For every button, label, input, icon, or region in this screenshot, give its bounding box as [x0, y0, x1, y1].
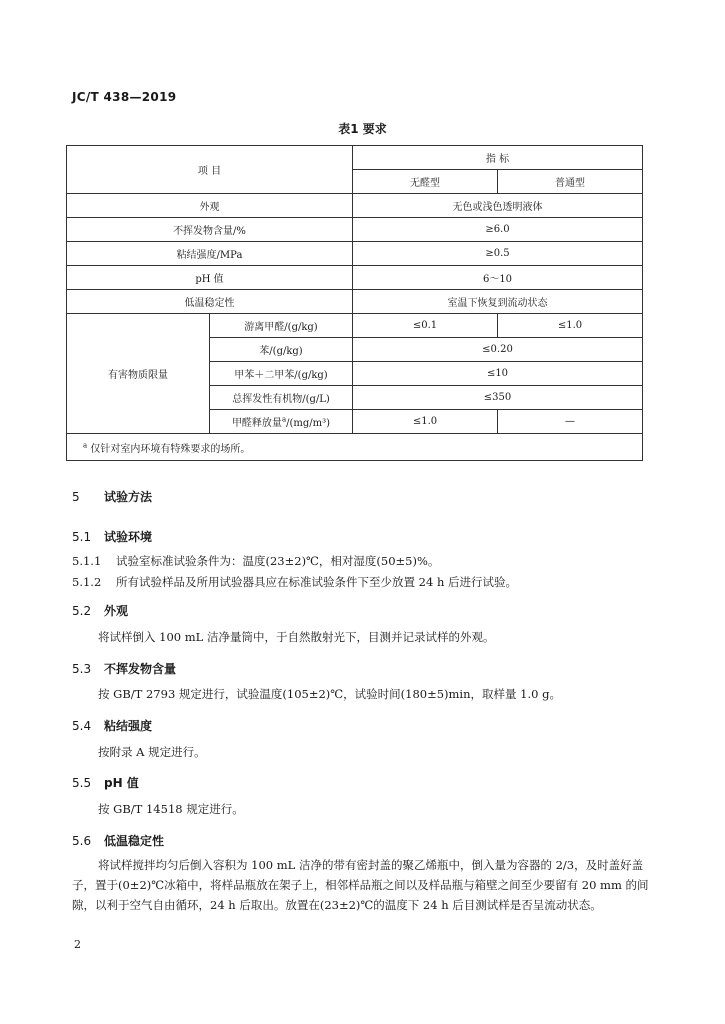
section-title: 试验环境 [104, 530, 153, 544]
table-footnote-row [67, 434, 643, 461]
footnote-marker: a [83, 441, 88, 450]
table-row [67, 194, 643, 218]
section-5-6-heading [72, 832, 164, 849]
table-row [67, 290, 643, 314]
section-number: 5.4 [72, 719, 92, 733]
section-5-6-text: 将试样搅拌均匀后倒入容积为 100 mL 洁净的带有密封盖的聚乙烯瓶中，倒入量为容器的 2/3，及时盖好盖子，置于(0±2)℃冰箱中，将样品瓶放在架子上，相邻样品瓶之间以及样品瓶与箱壁之间至少要留有 20 mm 的间隙，以利于空气自由循环，24 h 后取出。放置在(23±2)℃的温度下 24 h 后目测试样是否呈流动状态。 [72, 858, 649, 912]
row-subitem: 甲苯＋二甲苯/(g/kg) [210, 362, 353, 386]
row-value: ≥6.0 [353, 218, 643, 242]
table-footnote [67, 434, 643, 461]
header-formaldehyde-free: 无醛型 [353, 170, 498, 194]
page-number: 2 [74, 938, 81, 951]
section-5-5-text: 按 GB/T 14518 规定进行。 [98, 802, 244, 816]
row-value: ≤10 [353, 362, 643, 386]
table-row [67, 218, 643, 242]
requirements-table [66, 145, 643, 461]
section-title: 低温稳定性 [104, 834, 165, 848]
clause-number: 5.1.2 [72, 575, 102, 589]
subitem-text: 甲醛释放量 [231, 418, 282, 429]
clause-5-1-2 [72, 572, 652, 593]
section-5-1-heading [72, 528, 152, 545]
row-item: pH 值 [67, 266, 353, 290]
row-subitem: 苯/(g/kg) [210, 338, 353, 362]
footnote-text: 仅针对室内环境有特殊要求的场所。 [90, 443, 251, 455]
table-row [67, 242, 643, 266]
section-5-4-text: 按附录 A 规定进行。 [98, 745, 206, 759]
row-value: 室温下恢复到流动状态 [353, 290, 643, 314]
section-title: 粘结强度 [104, 719, 153, 733]
subitem-unit: /(mg/m³) [286, 418, 331, 429]
section-5-4-heading [72, 717, 152, 734]
section-number: 5.5 [72, 776, 92, 790]
section-5-heading [72, 488, 152, 505]
section-number: 5 [72, 490, 80, 504]
row-value: ≤1.0 [353, 410, 498, 434]
row-item: 外观 [67, 194, 353, 218]
row-value: ≤0.1 [353, 314, 498, 338]
section-number: 5.1 [72, 530, 92, 544]
section-title: 不挥发物含量 [104, 662, 177, 676]
row-item: 低温稳定性 [67, 290, 353, 314]
section-5-2-text: 将试样倒入 100 mL 洁净量筒中，于自然散射光下，目测并记录试样的外观。 [98, 630, 495, 644]
row-value: ≤0.20 [353, 338, 643, 362]
clause-number: 5.1.1 [72, 554, 102, 568]
harmful-group-label: 有害物质限量 [67, 314, 210, 434]
row-value: — [498, 410, 643, 434]
row-item: 粘结强度/MPa [67, 242, 353, 266]
row-subitem: 总挥发性有机物/(g/L) [210, 386, 353, 410]
clause-5-1-1 [72, 551, 652, 572]
table-header-row [67, 146, 643, 170]
footnote-marker: a [281, 415, 287, 424]
section-5-2-heading [72, 602, 128, 619]
section-title: pH 值 [104, 776, 139, 790]
section-title: 外观 [104, 604, 129, 618]
section-5-3-heading [72, 660, 176, 677]
row-value: ≥0.5 [353, 242, 643, 266]
section-number: 5.2 [72, 604, 92, 618]
table-title: 表1 要求 [338, 122, 387, 136]
section-5-5-heading [72, 774, 139, 791]
header-index: 指 标 [353, 146, 643, 170]
section-5-3-text: 按 GB/T 2793 规定进行，试验温度(105±2)℃，试验时间(180±5)min，取样量 1.0 g。 [98, 687, 561, 701]
clause-text: 试验室标准试验条件为：温度(23±2)℃，相对湿度(50±5)%。 [116, 554, 440, 568]
row-value: 6～10 [353, 266, 643, 290]
row-item: 不挥发物含量/% [67, 218, 353, 242]
header-ordinary: 普通型 [498, 170, 643, 194]
clause-text: 所有试验样品及所用试验器具应在标准试验条件下至少放置 24 h 后进行试验。 [116, 575, 518, 589]
section-number: 5.3 [72, 662, 92, 676]
table-row [67, 266, 643, 290]
header-item: 项 目 [67, 146, 353, 194]
section-number: 5.6 [72, 834, 92, 848]
standard-code: JC/T 438—2019 [72, 90, 177, 104]
row-value: ≤1.0 [498, 314, 643, 338]
row-value: ≤350 [353, 386, 643, 410]
table-row [67, 314, 643, 338]
row-value: 无色或浅色透明液体 [353, 194, 643, 218]
row-subitem [210, 410, 353, 434]
row-subitem: 游离甲醛/(g/kg) [210, 314, 353, 338]
section-title: 试验方法 [104, 490, 153, 504]
